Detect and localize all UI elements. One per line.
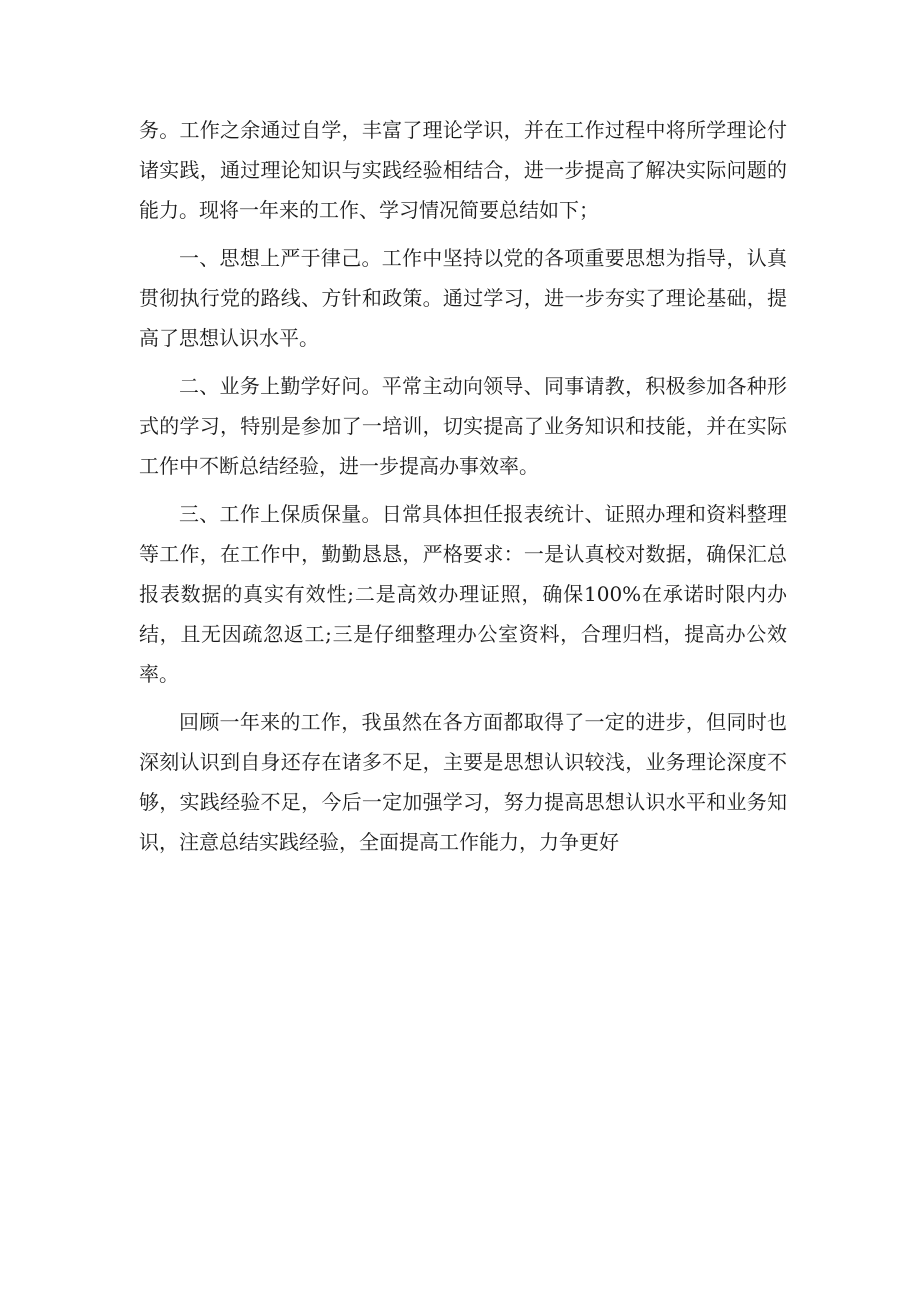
document-body (139, 110, 787, 870)
paragraph-ideology: 一、思想上严于律己。工作中坚持以党的各项重要思想为指导，认真贯彻执行党的路线、方针和政策。通过学习，进一步夯实了理论基础，提高了思想认识水平。 (139, 246, 787, 350)
paragraph-continuation: 务。工作之余通过自学，丰富了理论学识，并在工作过程中将所学理论付诸实践，通过理论知识与实践经验相结合，进一步提高了解决实际问题的能力。现将一年来的工作、学习情况简要总结如下； (139, 118, 787, 222)
paragraph-business: 二、业务上勤学好问。平常主动向领导、同事请教，积极参加各种形式的学习，特别是参加了一培训，切实提高了业务知识和技能，并在实际工作中不断总结经验，进一步提高办事效率。 (139, 374, 787, 478)
paragraph-review: 回顾一年来的工作，我虽然在各方面都取得了一定的进步，但同时也深刻认识到自身还存在诸多不足，主要是思想认识较浅，业务理论深度不够，实践经验不足，今后一定加强学习，努力提高思想认识水平和业务知识，注意总结实践经验，全面提高工作能力，力争更好 (139, 710, 787, 854)
paragraph-work-quality: 三、工作上保质保量。日常具体担任报表统计、证照办理和资料整理等工作，在工作中，勤勤恳恳，严格要求：一是认真校对数据，确保汇总报表数据的真实有效性;二是高效办理证照，确保100%在承诺时限内办结，且无因疏忽返工;三是仔细整理办公室资料，合理归档，提高办公效率。 (139, 502, 787, 686)
